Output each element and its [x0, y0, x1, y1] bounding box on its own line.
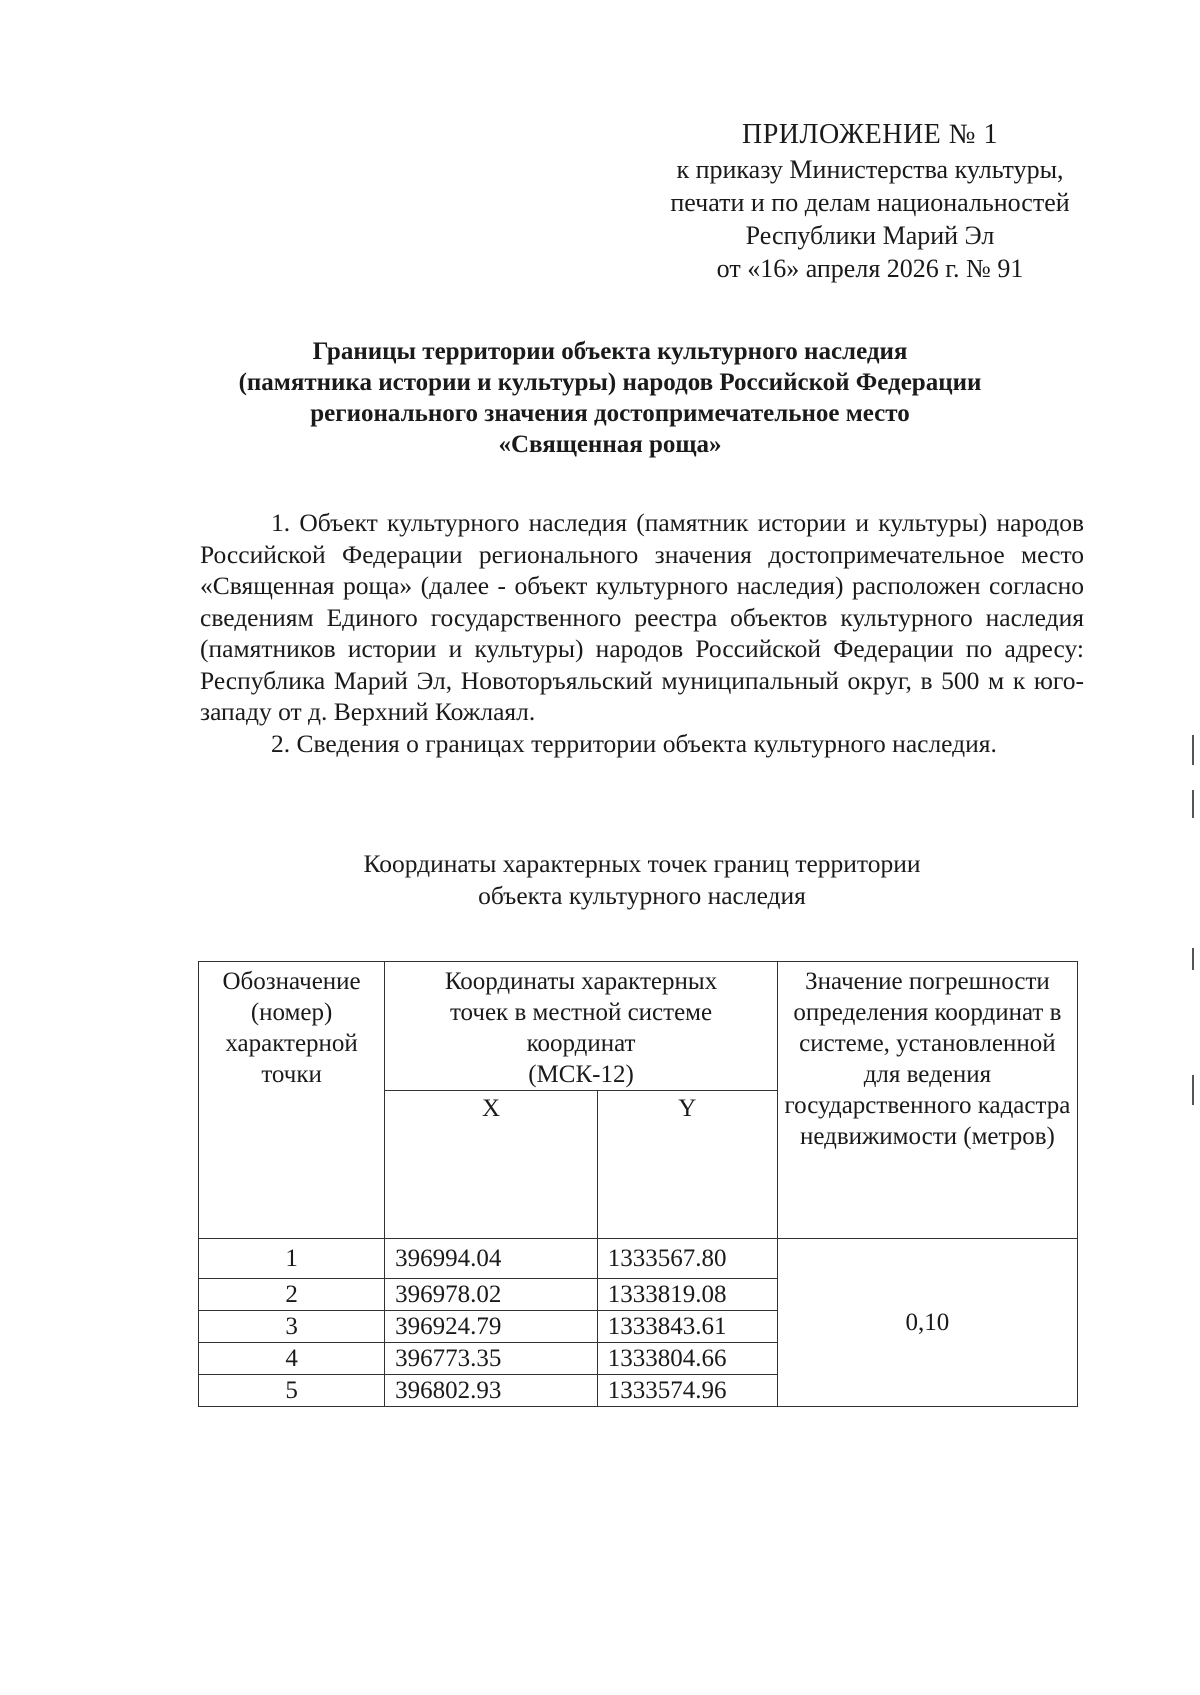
appendix-line: к приказу Министерства культуры,: [676, 155, 1064, 184]
scan-artifact: [1192, 1075, 1194, 1105]
table-header-row: [199, 962, 1078, 1091]
paragraph-1: 1. Объект культурного наследия (памятник истории и культуры) народов Российской Федерации регионального значения достопримечательное место «Священная роща» (далее - объект культурного наследия) расположен согласно сведениям Единого государственного реестра объектов культурного наследия (памятников истории и культуры) народов Российской Федерации по адресу: Республика Марий Эл, Новоторъяльский муниципальный округ, в 500 м к юго-западу от д. Верхний Кожлаял.: [200, 508, 1084, 726]
coord-x: 396994.04: [385, 1239, 598, 1279]
table-caption: [200, 848, 1084, 912]
coord-y: 1333819.08: [597, 1279, 777, 1311]
header-coords-line: (МСК-12): [528, 1061, 634, 1088]
title-line: регионального значения достопримечательное место: [310, 400, 910, 427]
coord-x: 396978.02: [385, 1279, 598, 1311]
title-line: Границы территории объекта культурного наследия: [312, 338, 908, 365]
caption-line: объекта культурного наследия: [478, 881, 806, 910]
scan-artifact: [1192, 948, 1194, 970]
point-number: 3: [199, 1311, 385, 1343]
table-row: [199, 1239, 1078, 1279]
appendix-block: [640, 118, 1100, 285]
caption-line: Координаты характерных точек границ территории: [363, 849, 921, 878]
coord-x: 396773.35: [385, 1343, 598, 1375]
header-point-number: Обозначение (номер) характерной точки: [199, 962, 385, 1239]
header-y: Y: [597, 1091, 777, 1239]
coord-y: 1333843.61: [597, 1311, 777, 1343]
header-error: Значение погрешности определения координат в системе, установленной для ведения государственного кадастра недвижимости (метров): [777, 962, 1077, 1239]
appendix-date-line: от «16» апреля 2026 г. № 91: [716, 254, 1024, 283]
title-line: (памятника истории и культуры) народов Российской Федерации: [238, 369, 982, 396]
coord-y: 1333567.80: [597, 1239, 777, 1279]
header-coords-line: точек в местной системе: [449, 999, 713, 1026]
title-line: «Священная роща»: [498, 431, 722, 458]
point-number: 1: [199, 1239, 385, 1279]
scan-artifact: [1192, 790, 1194, 818]
coord-y: 1333804.66: [597, 1343, 777, 1375]
header-coordinates: [385, 962, 778, 1091]
header-coords-line: координат: [526, 1030, 636, 1057]
header-coords-line: Координаты характерных: [444, 968, 718, 995]
coord-x: 396924.79: [385, 1311, 598, 1343]
point-number: 2: [199, 1279, 385, 1311]
error-value: 0,10: [777, 1239, 1077, 1407]
appendix-line: Республики Марий Эл: [745, 221, 995, 250]
point-number: 4: [199, 1343, 385, 1375]
header-x: X: [385, 1091, 598, 1239]
appendix-line: печати и по делам национальностей: [670, 188, 1070, 217]
coord-x: 396802.93: [385, 1375, 598, 1407]
paragraph-2: 2. Сведения о границах территории объекта культурного наследия.: [271, 728, 997, 758]
document-title: [170, 336, 1050, 460]
body-text: [200, 507, 1084, 759]
scan-artifact: [1192, 735, 1194, 765]
appendix-heading: ПРИЛОЖЕНИЕ № 1: [742, 119, 998, 150]
coordinates-table: [198, 961, 1078, 1407]
coord-y: 1333574.96: [597, 1375, 777, 1407]
point-number: 5: [199, 1375, 385, 1407]
